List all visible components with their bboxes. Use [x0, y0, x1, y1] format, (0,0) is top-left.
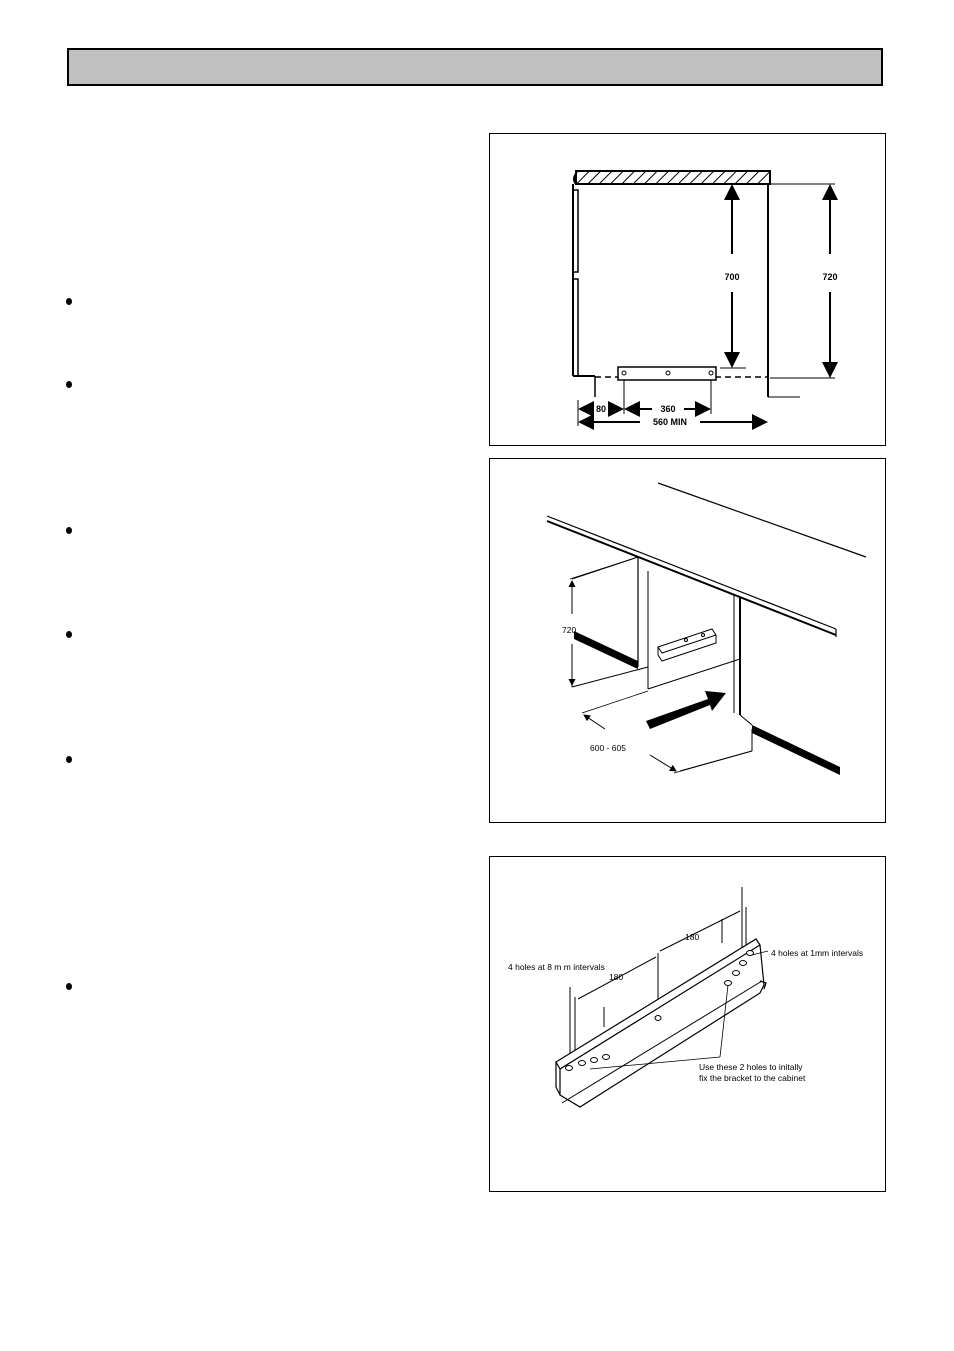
left-floor-edge: [572, 667, 648, 687]
insert-direction-arrow: [646, 691, 726, 729]
bullet-4: [64, 630, 74, 640]
bullet-5: [64, 755, 74, 765]
installation-space-drawing: [490, 459, 887, 824]
bracket: [618, 367, 716, 380]
bracket-hole: [740, 961, 747, 966]
dim-600-line-b: [650, 755, 676, 771]
dim-600-label: 600 - 605: [590, 743, 626, 753]
bracket-hole: [579, 1061, 586, 1066]
figure-cabinet-dimensions: [489, 133, 886, 446]
dim-720-label: 720: [822, 272, 838, 282]
label-1mm-intervals: 4 holes at 1mm intervals: [771, 948, 864, 958]
dim-600-ext-right: [674, 751, 752, 773]
bullet-3: [64, 526, 74, 536]
bracket-detail-drawing: [490, 857, 887, 1193]
section-header-bar: [67, 48, 883, 86]
bracket-perspective: [658, 629, 716, 661]
label-use-holes-line1: Use these 2 holes to initally: [699, 1062, 803, 1072]
left-cabinet-plinth: [574, 631, 638, 669]
label-8mm-intervals: 4 holes at 8 m m intervals: [508, 962, 605, 972]
right-cabinet-plinth: [752, 725, 840, 775]
bullet-2: [64, 380, 74, 390]
dim-700-label: 700: [724, 272, 740, 282]
bracket-hole: [591, 1058, 598, 1063]
figure-bracket-detail: [489, 856, 886, 1192]
bracket-hole: [566, 1066, 573, 1071]
dim-600-ext-left: [582, 691, 648, 713]
dim-720-label: 720: [562, 625, 577, 635]
dim-360-label: 360: [660, 404, 676, 414]
worktop-back-edge: [658, 483, 866, 557]
dim-600-line-a: [584, 715, 605, 729]
worktop-hatched: [576, 171, 770, 184]
bullet-1: [64, 297, 74, 307]
dim-720-top-ext: [570, 557, 638, 579]
bracket-hole: [603, 1055, 610, 1060]
dim-80-label: 80: [595, 404, 607, 414]
dim-180-top-label: 180: [685, 932, 700, 942]
right-cabinet-base: [740, 715, 752, 725]
bracket-hole: [725, 981, 732, 986]
bracket-hole: [655, 1016, 661, 1021]
dim-560-label: 560 MIN: [652, 417, 688, 427]
dim-180-left-label: 180: [609, 972, 624, 982]
cabinet-outline: [573, 174, 768, 397]
bullet-6: [64, 982, 74, 992]
figure-installation-space: [489, 458, 886, 823]
label-use-holes-line2: fix the bracket to the cabinet: [699, 1073, 806, 1083]
dim-180-top-line: [660, 911, 740, 951]
cabinet-dimensions-drawing: [490, 134, 887, 447]
worktop-front-edge-bottom: [547, 521, 836, 635]
bracket-hole: [733, 971, 740, 976]
back-floor-line: [648, 659, 740, 689]
